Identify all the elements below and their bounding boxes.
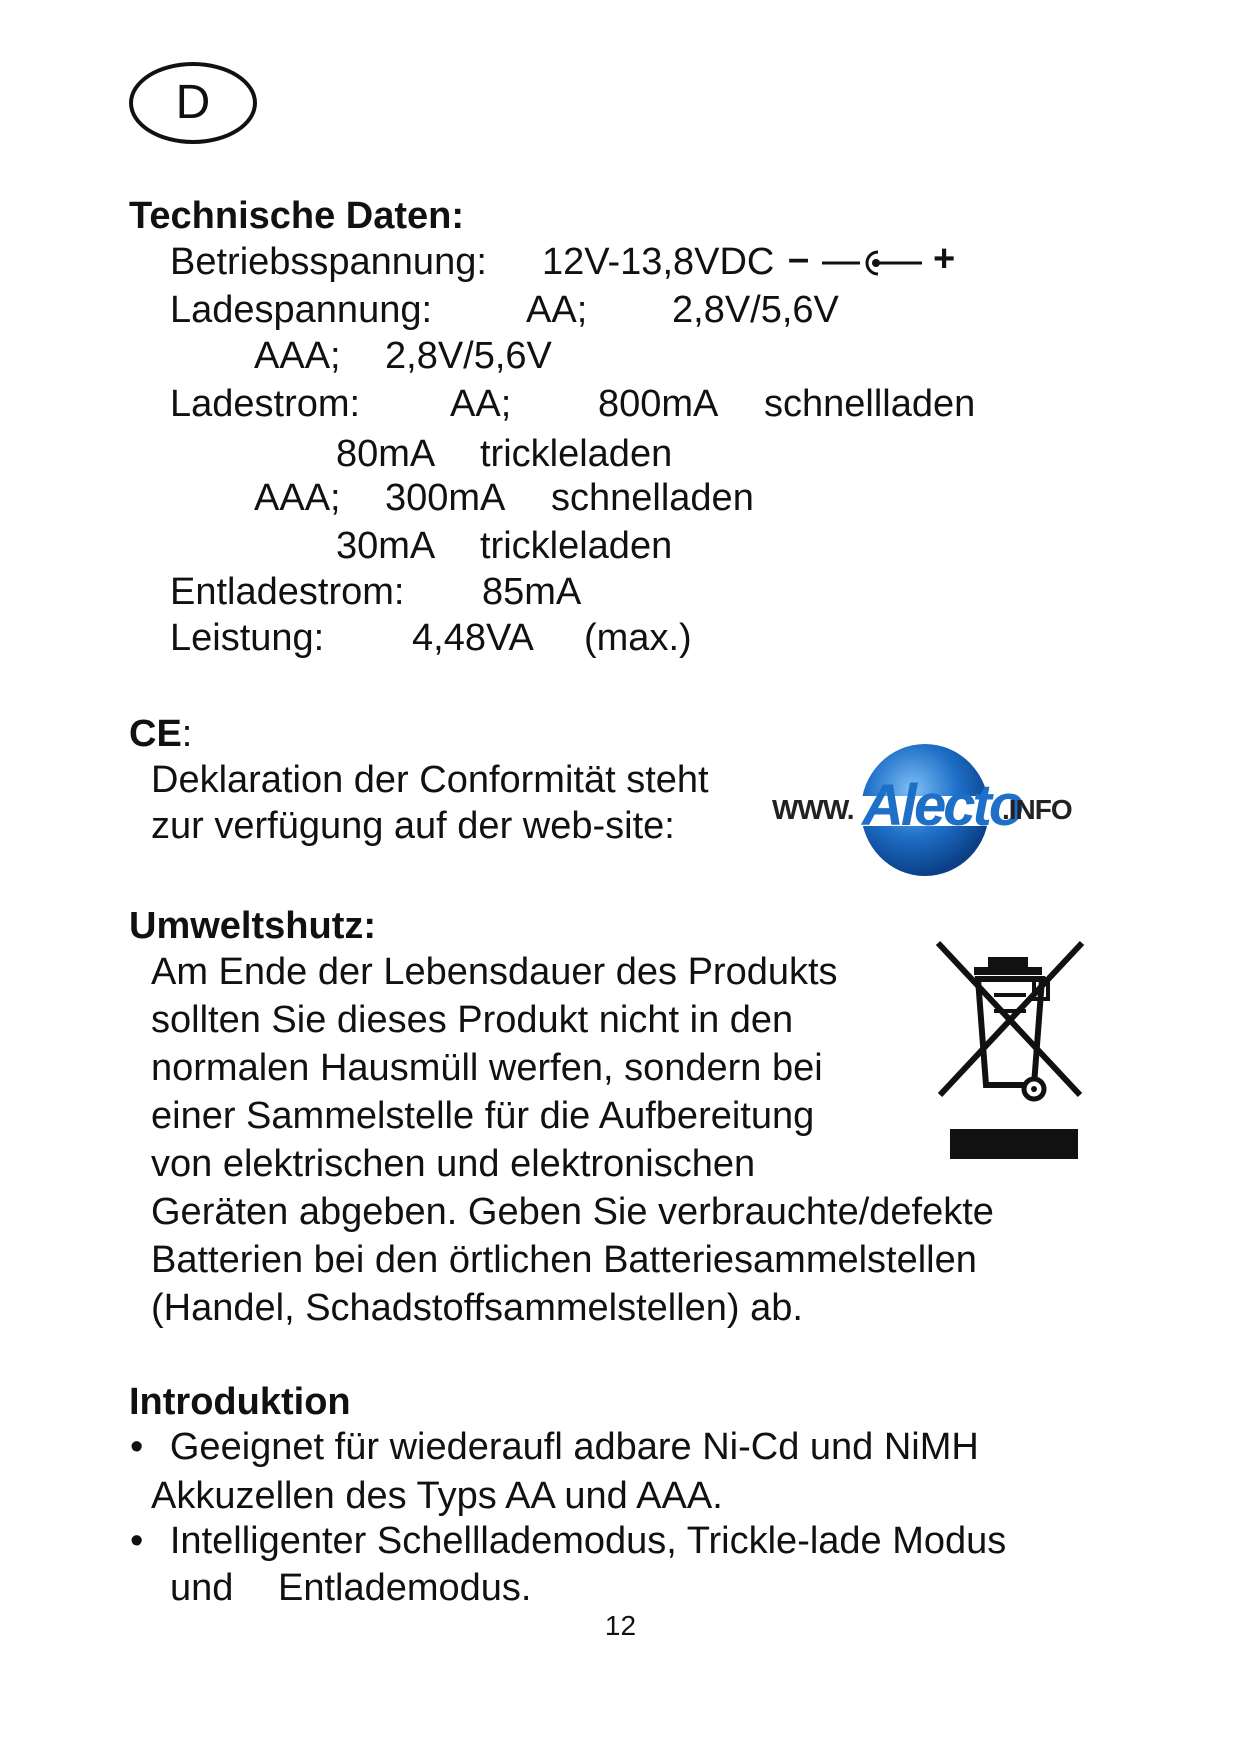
- lade-aaa-value: 2,8V/5,6V: [385, 335, 552, 377]
- strom-aa-trickle: 80mA: [336, 433, 436, 475]
- lade-label: Ladespannung:: [170, 289, 433, 331]
- ce-line-1: Deklaration der Conformität steht: [151, 759, 709, 801]
- umwelt-line-2: sollten Sie dieses Produkt nicht in den: [151, 999, 794, 1041]
- bullet-mark: •: [130, 1520, 144, 1562]
- lade-aa-value: 2,8V/5,6V: [672, 289, 839, 331]
- betrieb-value: 12V-13,8VDC: [542, 241, 775, 283]
- tech-heading: Technische Daten:: [129, 195, 465, 237]
- umwelt-line-7: Batterien bei den örtlichen Batteriesammelstellen: [151, 1239, 977, 1281]
- umwelt-text: [151, 948, 1031, 1332]
- ce-colon: :: [181, 713, 193, 755]
- lade-aa-type: AA;: [526, 289, 588, 331]
- betrieb-label: Betriebsspannung:: [170, 241, 487, 283]
- logo-info: .INFO: [1002, 794, 1072, 825]
- alecto-logo: [770, 742, 1080, 878]
- ce-heading: [129, 712, 192, 756]
- polarity-plus: +: [933, 238, 956, 280]
- entlade-label: Entladestrom:: [170, 571, 405, 613]
- intro-bullet-1-line-1: Geeignet für wiederaufl adbare Ni-Cd und NiMH: [169, 1426, 979, 1468]
- umwelt-line-6: Geräten abgeben. Geben Sie verbrauchte/defekte: [151, 1191, 994, 1233]
- polarity-symbol: [788, 238, 958, 280]
- leistung-label: Leistung:: [170, 617, 325, 659]
- umwelt-line-1: Am Ende der Lebensdauer des Produkts: [151, 951, 838, 993]
- strom-label: Ladestrom:: [170, 383, 361, 425]
- intro-bullet-2-line-2a: und: [170, 1567, 234, 1609]
- connector-icon: [820, 246, 930, 280]
- bullet-mark: •: [130, 1426, 144, 1468]
- language-badge: [129, 62, 257, 144]
- strom-aaa-fast-mode: schnelladen: [551, 477, 754, 519]
- intro-heading: Introduktion: [129, 1381, 351, 1423]
- weee-crossed-bin-icon: [930, 935, 1090, 1165]
- intro-bullet-1-line-2: Akkuzellen des Typs AA und AAA.: [151, 1475, 723, 1517]
- lade-aaa-type: AAA;: [254, 335, 341, 377]
- umwelt-line-3: normalen Hausmüll werfen, sondern bei: [151, 1047, 823, 1089]
- intro-bullet-2-line-2b: Entlademodus.: [278, 1567, 532, 1609]
- logo-brand: Alecto: [862, 773, 1022, 838]
- umwelt-heading: Umweltshutz:: [129, 905, 376, 947]
- strom-aa-trickle-mode: trickleladen: [480, 433, 673, 475]
- ce-line-2: zur verfügung auf der web-site:: [151, 805, 675, 847]
- polarity-minus: –: [788, 238, 810, 280]
- strom-aa-type: AA;: [450, 383, 512, 425]
- leistung-value: 4,48VA: [412, 617, 534, 659]
- intro-bullet-1: [130, 1424, 979, 1470]
- strom-aa-fast: 800mA: [598, 383, 719, 425]
- strom-aaa-trickle-mode: trickleladen: [480, 525, 673, 567]
- page-number: 12: [604, 1610, 637, 1641]
- leistung-note: (max.): [584, 617, 692, 659]
- logo-www: WWW.: [772, 794, 854, 825]
- intro-bullet-2: [130, 1518, 1006, 1564]
- umwelt-line-4: einer Sammelstelle für die Aufbereitung: [151, 1095, 815, 1137]
- umwelt-line-8: (Handel, Schadstoffsammelstellen) ab.: [151, 1287, 803, 1329]
- umwelt-line-5: von elektrischen und elektronischen: [151, 1143, 756, 1185]
- strom-aaa-trickle: 30mA: [336, 525, 436, 567]
- ce-heading-text: CE: [129, 713, 182, 755]
- strom-aaa-type: AAA;: [254, 477, 341, 519]
- strom-aa-fast-mode: schnellladen: [764, 383, 976, 425]
- language-badge-letter: D: [175, 76, 211, 129]
- strom-aaa-fast: 300mA: [385, 477, 506, 519]
- intro-bullet-2-line-1: Intelligenter Schelllademodus, Trickle-lade Modus: [169, 1520, 1007, 1562]
- entlade-value: 85mA: [482, 571, 582, 613]
